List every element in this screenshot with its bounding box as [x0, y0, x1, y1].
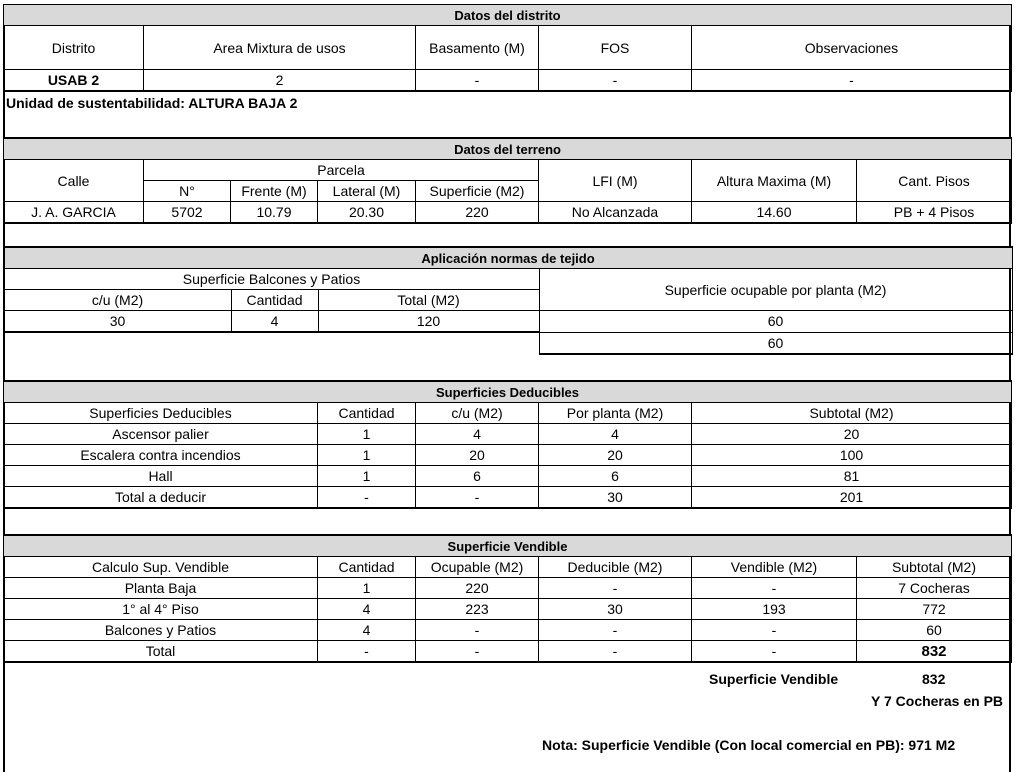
ocupable-value-2: 60	[539, 332, 1012, 354]
table-row	[4, 466, 1012, 487]
pisos-value: PB + 4 Pisos	[857, 202, 1012, 224]
cu-header: c/u (M2)	[4, 290, 231, 311]
vendible-header-deducible: Deducible (M2)	[539, 557, 692, 578]
row-label: Planta Baja	[4, 578, 318, 599]
row-ocupable: -	[416, 641, 539, 663]
total-header: Total (M2)	[318, 290, 539, 311]
deducibles-header-name: Superficies Deducibles	[4, 403, 318, 424]
vendible-header-ocupable: Ocupable (M2)	[416, 557, 539, 578]
row-porplanta: 6	[539, 466, 692, 487]
distrito-header: Distrito	[4, 26, 144, 70]
numero-value: 5702	[144, 202, 231, 224]
numero-header: N°	[144, 181, 231, 202]
table-row	[4, 445, 1012, 466]
row-subtotal: 201	[692, 487, 1012, 509]
distrito-value: USAB 2	[4, 70, 144, 92]
row-porplanta: 4	[539, 424, 692, 445]
row-subtotal: 100	[692, 445, 1012, 466]
row-ocupable: -	[416, 620, 539, 641]
frente-value: 10.79	[231, 202, 318, 224]
row-vendible: 193	[692, 599, 857, 620]
vendible-header-vendible: Vendible (M2)	[692, 557, 857, 578]
table-row	[4, 599, 1012, 620]
row-subtotal-total: 832	[857, 641, 1012, 663]
distrito-section	[3, 4, 1011, 92]
unidad-sustentabilidad: Unidad de sustentabilidad: ALTURA BAJA 2	[6, 95, 298, 111]
basamento-header: Basamento (M)	[416, 26, 539, 70]
vendible-title: Superficie Vendible	[4, 535, 1012, 557]
ocupable-header: Superficie ocupable por planta (M2)	[539, 269, 1012, 311]
lfi-header: LFI (M)	[539, 160, 692, 202]
area-mixtura-value: 2	[144, 70, 416, 92]
tejido-section	[3, 246, 1011, 355]
row-label: Hall	[4, 466, 318, 487]
terreno-section	[3, 137, 1011, 224]
row-subtotal: 772	[857, 599, 1012, 620]
cocheras-note: Y 7 Cocheras en PB	[871, 693, 1004, 709]
lateral-value: 20.30	[318, 202, 416, 224]
superficie-value: 220	[416, 202, 539, 224]
basamento-value: -	[416, 70, 539, 92]
altura-header: Altura Maxima (M)	[692, 160, 857, 202]
row-vendible: -	[692, 641, 857, 663]
fos-value: -	[539, 70, 692, 92]
table-row	[4, 641, 1012, 663]
row-cantidad: 4	[318, 620, 416, 641]
row-cu: 4	[416, 424, 539, 445]
balcones-header: Superficie Balcones y Patios	[4, 269, 539, 290]
row-subtotal: 60	[857, 620, 1012, 641]
row-cantidad: -	[318, 641, 416, 663]
observaciones-value: -	[692, 70, 1012, 92]
row-deducible: -	[539, 641, 692, 663]
row-cantidad: 1	[318, 578, 416, 599]
distrito-title: Datos del distrito	[4, 5, 1012, 26]
superficie-header: Superficie (M2)	[416, 181, 539, 202]
table-row	[4, 487, 1012, 509]
vendible-section	[3, 534, 1011, 663]
row-subtotal: 81	[692, 466, 1012, 487]
row-ocupable: 220	[416, 578, 539, 599]
calle-value: J. A. GARCIA	[4, 202, 144, 224]
frente-header: Frente (M)	[231, 181, 318, 202]
row-deducible: 30	[539, 599, 692, 620]
vendible-header-cantidad: Cantidad	[318, 557, 416, 578]
vendible-header-calculo: Calculo Sup. Vendible	[4, 557, 318, 578]
row-deducible: -	[539, 578, 692, 599]
total-value: 120	[318, 311, 539, 333]
cantidad-value: 4	[231, 311, 318, 333]
row-ocupable: 223	[416, 599, 539, 620]
lfi-value: No Alcanzada	[539, 202, 692, 224]
superficie-vendible-value: 832	[922, 671, 946, 687]
row-cantidad: 1	[318, 424, 416, 445]
altura-value: 14.60	[692, 202, 857, 224]
row-label: Total a deducir	[4, 487, 318, 509]
row-porplanta: 30	[539, 487, 692, 509]
row-cantidad: 1	[318, 466, 416, 487]
calle-header: Calle	[4, 160, 144, 202]
observaciones-header: Observaciones	[692, 26, 1012, 70]
row-vendible: -	[692, 578, 857, 599]
row-label: Ascensor palier	[4, 424, 318, 445]
superficie-vendible-label: Superficie Vendible	[709, 671, 839, 687]
table-row	[4, 578, 1012, 599]
fos-header: FOS	[539, 26, 692, 70]
deducibles-header-cu: c/u (M2)	[416, 403, 539, 424]
terreno-title: Datos del terreno	[4, 138, 1012, 160]
table-row	[4, 424, 1012, 445]
tejido-title: Aplicación normas de tejido	[4, 247, 1012, 269]
row-cu: 20	[416, 445, 539, 466]
cu-value: 30	[4, 311, 231, 333]
pisos-header: Cant. Pisos	[857, 160, 1012, 202]
row-cantidad: 4	[318, 599, 416, 620]
row-cu: 6	[416, 466, 539, 487]
deducibles-header-subtotal: Subtotal (M2)	[692, 403, 1012, 424]
row-label: Escalera contra incendios	[4, 445, 318, 466]
row-label: Total	[4, 641, 318, 663]
row-cantidad: 1	[318, 445, 416, 466]
nota-vendible: Nota: Superficie Vendible (Con local comercial en PB): 971 M2	[542, 737, 956, 753]
row-cu: -	[416, 487, 539, 509]
deducibles-title: Superficies Deducibles	[4, 381, 1012, 403]
table-row	[4, 620, 1012, 641]
deducibles-section	[3, 380, 1011, 509]
row-label: Balcones y Patios	[4, 620, 318, 641]
area-mixtura-header: Area Mixtura de usos	[144, 26, 416, 70]
row-label: 1° al 4° Piso	[4, 599, 318, 620]
vendible-header-subtotal: Subtotal (M2)	[857, 557, 1012, 578]
ocupable-value-1: 60	[539, 311, 1012, 333]
row-subtotal: 20	[692, 424, 1012, 445]
parcela-header: Parcela	[144, 160, 539, 181]
row-cantidad: -	[318, 487, 416, 509]
row-vendible: -	[692, 620, 857, 641]
deducibles-header-porplanta: Por planta (M2)	[539, 403, 692, 424]
row-subtotal: 7 Cocheras	[857, 578, 1012, 599]
row-deducible: -	[539, 620, 692, 641]
deducibles-header-cantidad: Cantidad	[318, 403, 416, 424]
tejido-blank	[4, 332, 539, 354]
cantidad-header: Cantidad	[231, 290, 318, 311]
row-porplanta: 20	[539, 445, 692, 466]
lateral-header: Lateral (M)	[318, 181, 416, 202]
